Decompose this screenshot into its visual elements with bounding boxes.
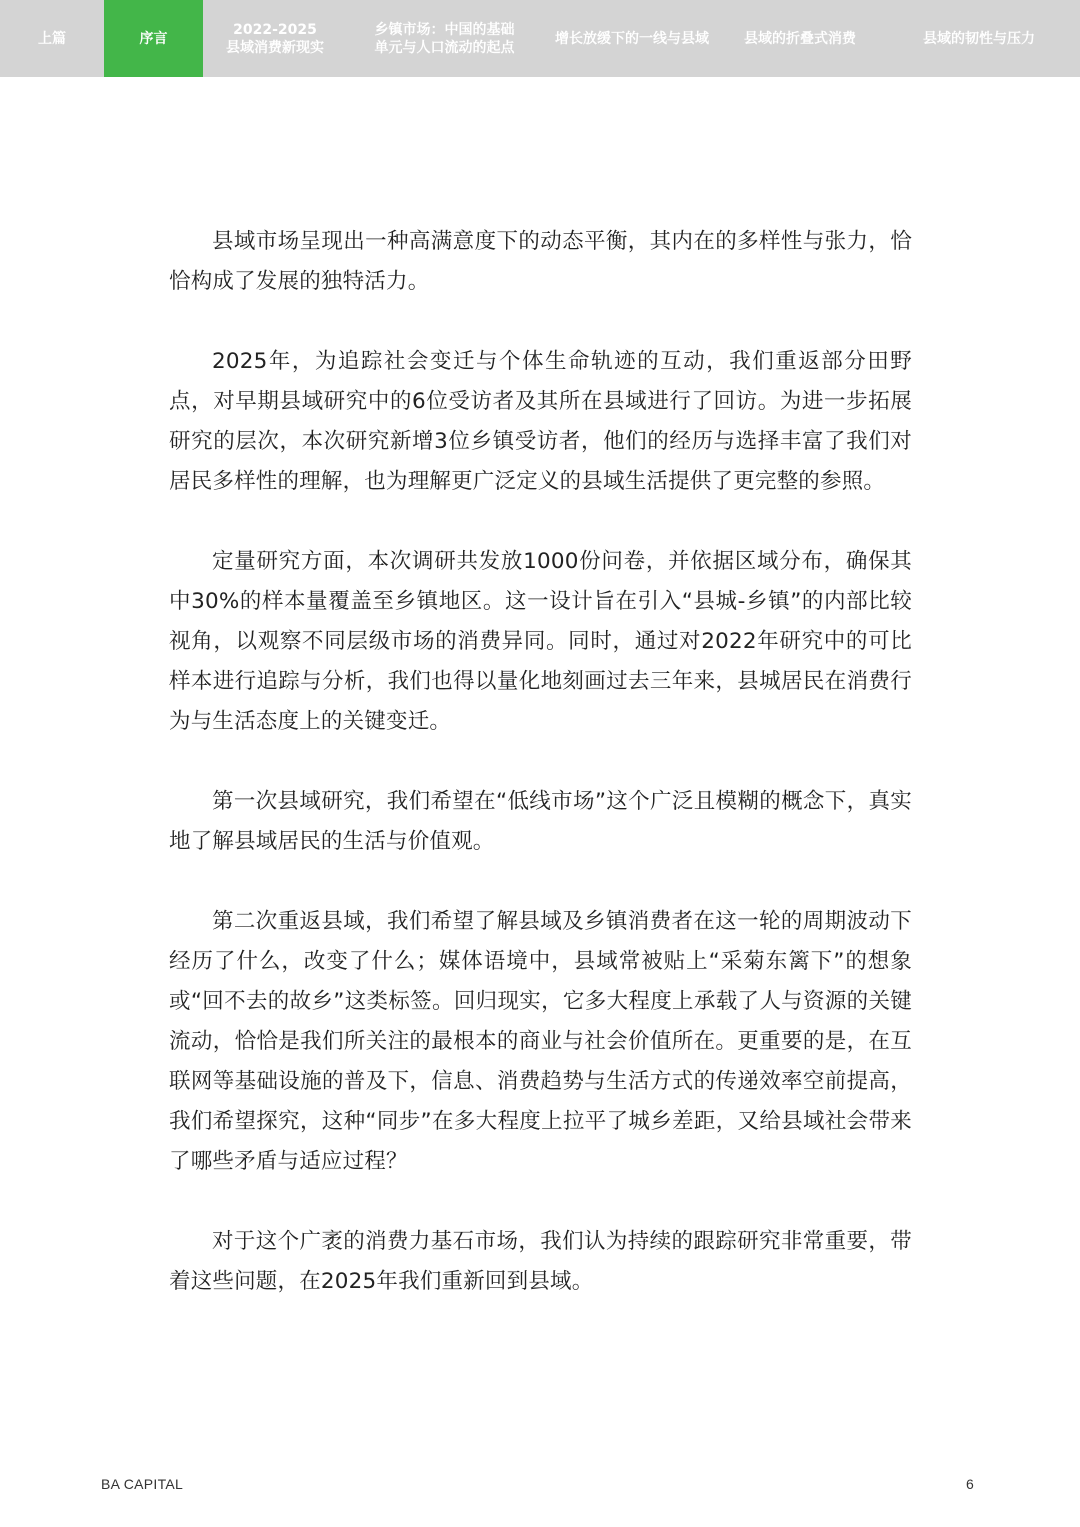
nav-tab-growth-label: 增长放缓下的一线与县域 xyxy=(555,30,709,47)
nav-tab-township-label-line1: 乡镇市场：中国的基础 xyxy=(374,21,515,38)
nav-tab-2022-2025-report[interactable] xyxy=(203,0,347,77)
paragraph: 第一次县域研究，我们希望在“低线市场”这个广泛且模糊的概念下，真实地了解县域居民的生活与价值观。 xyxy=(169,789,912,854)
footer-brand: BA CAPITAL xyxy=(101,1476,184,1492)
nav-tab-township-label-line2: 单元与人口流动的起点 xyxy=(374,39,515,56)
nav-tab-growth-slowdown[interactable] xyxy=(542,0,722,77)
nav-tab-previous[interactable] xyxy=(0,0,104,77)
paragraph: 县域市场呈现出一种高满意度下的动态平衡，其内在的多样性与张力，恰恰构成了发展的独特活力。 xyxy=(169,229,912,294)
paragraph: 2025年，为追踪社会变迁与个体生命轨迹的互动，我们重返部分田野点，对早期县域研究中的6位受访者及其所在县域进行了回访。为进一步拓展研究的层次，本次研究新增3位乡镇受访者，他们的经历与选择丰富了我们对居民多样性的理解，也为理解更广泛定义的县域生活提供了更完整的参照。 xyxy=(169,349,912,494)
paragraph: 定量研究方面，本次调研共发放1000份问卷，并依据区域分布，确保其中30%的样本量覆盖至乡镇地区。这一设计旨在引入“县城-乡镇”的内部比较视角，以观察不同层级市场的消费异同。同时，通过对2022年研究中的可比样本进行追踪与分析，我们也得以量化地刻画过去三年来，县城居民在消费行为与生活态度上的关键变迁。 xyxy=(169,549,912,734)
nav-tab-resilience-label: 县域的韧性与压力 xyxy=(923,30,1035,47)
page-number: 6 xyxy=(966,1476,974,1492)
nav-tab-resilience-pressure[interactable] xyxy=(878,0,1080,77)
paragraph: 对于这个广袤的消费力基石市场，我们认为持续的跟踪研究非常重要，带着这些问题，在2025年我们重新回到县域。 xyxy=(169,1229,912,1294)
nav-tab-preface-label: 序言 xyxy=(139,30,168,47)
nav-tab-2022-2025-label-line1: 2022-2025 xyxy=(233,21,317,38)
nav-tab-township-market[interactable] xyxy=(347,0,542,77)
preface-body xyxy=(169,222,912,1342)
nav-tab-previous-label: 上篇 xyxy=(38,30,66,47)
nav-tab-folded-consumption[interactable] xyxy=(722,0,878,77)
paragraph: 第二次重返县域，我们希望了解县域及乡镇消费者在这一轮的周期波动下经历了什么，改变了什么；媒体语境中，县域常被贴上“采菊东篱下”的想象或“回不去的故乡”这类标签。回归现实，它多大程度上承载了人与资源的关键流动，恰恰是我们所关注的最根本的商业与社会价值所在。更重要的是，在互联网等基础设施的普及下，信息、消费趋势与生活方式的传递效率空前提高，我们希望探究，这种“同步”在多大程度上拉平了城乡差距，又给县域社会带来了哪些矛盾与适应过程？ xyxy=(169,909,912,1174)
nav-tab-2022-2025-label-line2: 县域消费新现实 xyxy=(226,39,324,56)
nav-tab-preface[interactable] xyxy=(104,0,203,77)
top-navigation xyxy=(0,0,1080,77)
nav-tab-folded-label: 县域的折叠式消费 xyxy=(744,30,856,47)
